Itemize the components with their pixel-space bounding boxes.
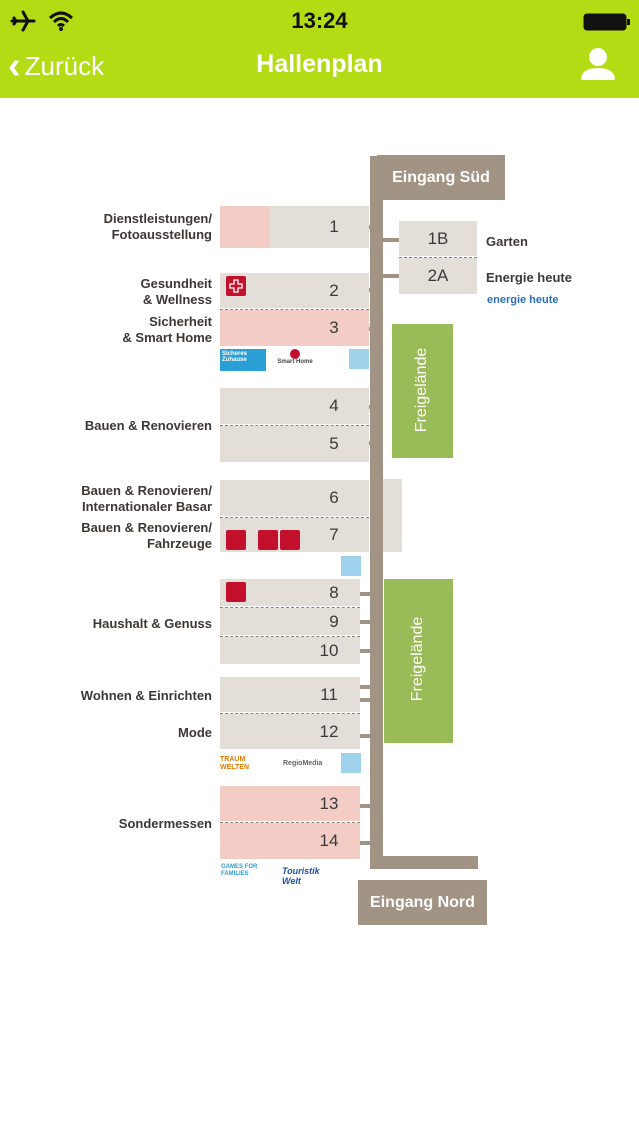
health-cross-icon	[226, 276, 246, 296]
connector	[360, 804, 371, 808]
logo-text: Smart Home	[277, 359, 313, 365]
hall-5[interactable]	[220, 426, 369, 462]
connector	[360, 620, 371, 624]
entrance-south[interactable]	[377, 155, 505, 200]
user-profile-icon[interactable]	[578, 44, 618, 84]
hall-2a[interactable]	[399, 258, 477, 294]
hall-4-label	[40, 418, 212, 434]
hall-3-label	[40, 314, 212, 346]
hall-13-label	[40, 816, 212, 832]
entrance-north[interactable]	[358, 880, 487, 925]
info-icon[interactable]	[341, 753, 361, 773]
logo-text: Touristik Welt	[282, 866, 320, 886]
hall-number: 2A	[427, 266, 449, 285]
hall-number: 3	[329, 318, 339, 337]
label-line: Bauen & Renovieren/	[81, 483, 212, 498]
hall-1-highlight	[220, 206, 270, 248]
smart-home-mark	[290, 349, 300, 359]
connector	[360, 698, 371, 702]
label-line: Dienstleistungen/	[103, 211, 212, 226]
hall-number: 10	[319, 641, 339, 660]
hall-number: 8	[329, 583, 339, 602]
hall-12-label	[40, 725, 212, 741]
hall-number: 7	[329, 525, 339, 544]
hall-3[interactable]	[220, 310, 369, 346]
connector	[369, 327, 379, 331]
tools-icon	[258, 530, 278, 550]
hall-number: 14	[319, 831, 339, 850]
hall-number: 11	[320, 685, 338, 704]
games-for-families-logo	[221, 864, 269, 892]
energie-heute-logo	[487, 294, 563, 318]
regio-logo	[283, 760, 329, 780]
label-line: Wohnen & Einrichten	[80, 688, 212, 703]
hall-8-label	[40, 616, 212, 632]
hall-6[interactable]	[220, 480, 369, 516]
connector	[360, 685, 371, 689]
cutlery-icon	[226, 582, 246, 602]
smart-home-logo	[273, 349, 317, 373]
connector	[360, 841, 371, 845]
hall-number: 13	[319, 794, 339, 813]
label-line: Gesundheit	[140, 276, 212, 291]
building-icon	[280, 530, 300, 550]
logo-text: GAMES FOR FAMILIES	[221, 864, 258, 877]
info-icon[interactable]	[349, 349, 369, 369]
info-icon[interactable]	[341, 556, 361, 576]
connector	[360, 734, 371, 738]
label-line: Fotoausstellung	[111, 227, 212, 242]
hall-14[interactable]	[220, 823, 360, 859]
hall-number: 1B	[427, 229, 449, 248]
open-area-bottom-label: Freigelände	[409, 616, 426, 702]
logo-text: TRAUM WELTEN	[220, 756, 250, 771]
hall-number: 12	[319, 722, 339, 741]
label-line: Bauen & Renovieren/	[81, 520, 212, 535]
hall-1b[interactable]	[399, 221, 477, 256]
hall-1[interactable]	[220, 206, 369, 248]
hall-1b-label: Garten	[486, 234, 528, 249]
connector	[369, 225, 379, 229]
logo-text: RegioMedia	[283, 760, 323, 767]
hall-2a-label: Energie heute	[486, 270, 572, 285]
back-button-label: Zurück	[24, 50, 105, 81]
bottom-road	[370, 856, 478, 869]
connector	[369, 405, 379, 409]
hall-4[interactable]	[220, 388, 369, 424]
connector	[383, 274, 399, 278]
label-line: Internationaler Basar	[81, 499, 212, 514]
hall-13[interactable]	[220, 786, 360, 821]
logo-text: energie heute	[487, 294, 559, 306]
label-line: Mode	[178, 725, 212, 740]
sicheres-zuhause-logo	[220, 349, 266, 371]
hall-11[interactable]	[220, 677, 360, 712]
open-area-top-label: Freigelände	[413, 347, 430, 433]
label-line: Sicherheit	[149, 314, 212, 329]
hall-1-label	[40, 211, 212, 243]
status-time: 13:24	[291, 8, 348, 33]
hall-9[interactable]	[220, 608, 360, 635]
hall-number: 2	[329, 281, 339, 300]
label-line: & Wellness	[142, 292, 212, 307]
hall-7-label	[30, 520, 212, 552]
label-line: Bauen & Renovieren	[84, 418, 212, 433]
connector	[360, 592, 371, 596]
hall-6-label	[30, 483, 212, 515]
hall-number: 6	[329, 488, 339, 507]
main-road	[370, 156, 383, 868]
hall-plan-map	[0, 98, 639, 1136]
hall-6-7-annex	[383, 479, 402, 552]
hall-10[interactable]	[220, 637, 360, 664]
hall-number: 9	[329, 612, 339, 631]
hall-11-label	[40, 688, 212, 704]
hall-12[interactable]	[220, 714, 360, 749]
hall-2-label	[40, 276, 212, 308]
hall-number: 1	[329, 217, 339, 236]
label-line: Sondermessen	[118, 816, 212, 831]
connector	[369, 441, 379, 445]
page-title: Hallenplan	[256, 50, 383, 78]
logo-text: Sicheres Zuhause	[222, 351, 248, 363]
connector	[383, 238, 399, 242]
traum-welten-logo	[220, 756, 268, 780]
entrance-north-label: Eingang Nord	[370, 893, 475, 911]
label-line: Fahrzeuge	[146, 536, 212, 551]
hall-number: 4	[329, 396, 339, 415]
label-line: & Smart Home	[122, 330, 212, 345]
entrance-south-label: Eingang Süd	[392, 168, 490, 186]
chevron-left-icon: ‹	[8, 45, 21, 87]
battery-icon	[583, 12, 631, 32]
connector	[369, 288, 379, 292]
touristik-welt-logo	[282, 866, 330, 892]
label-line: Haushalt & Genuss	[92, 616, 212, 631]
connector	[360, 649, 371, 653]
hall-number: 5	[329, 434, 339, 453]
vehicle-icon	[226, 530, 246, 550]
